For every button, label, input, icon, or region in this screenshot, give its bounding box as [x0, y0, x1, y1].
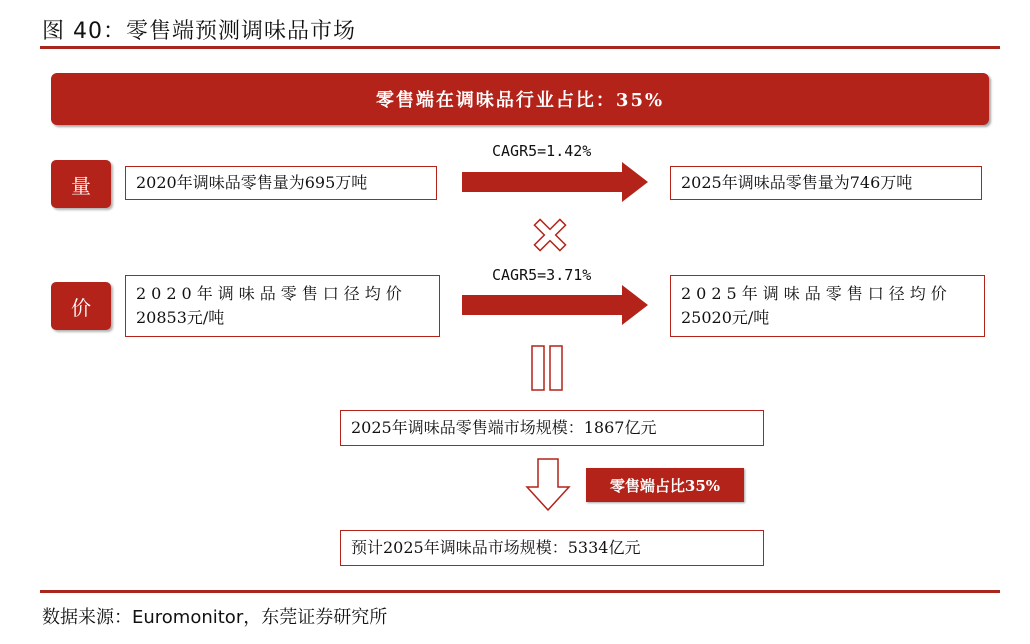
- volume-growth-arrow: [460, 160, 650, 204]
- figure-title: 图 40：零售端预测调味品市场: [42, 19, 356, 44]
- price-2020-line2: 20853元/吨: [136, 308, 225, 327]
- price-growth-arrow: [460, 283, 650, 327]
- source-note: 数据来源：Euromonitor，东莞证券研究所: [42, 607, 388, 628]
- price-2025-line2: 25020元/吨: [681, 308, 770, 327]
- volume-2025-box: 2025年调味品零售量为746万吨: [670, 166, 982, 200]
- volume-cagr-label: CAGR5=1.42%: [492, 142, 592, 160]
- retail-share-tag: 零售端占比35%: [586, 468, 744, 502]
- volume-2020-box: 2020年调味品零售量为695万吨: [125, 166, 437, 200]
- price-tag: 价: [51, 282, 111, 330]
- price-2025-line1: 2025年调味品零售口径均价: [681, 284, 952, 303]
- down-arrow-icon: [525, 457, 571, 513]
- source-divider: [40, 590, 1000, 593]
- price-2020-line1: 2020年调味品零售口径均价: [136, 284, 407, 303]
- multiply-icon: [530, 215, 570, 255]
- equals-icon: [528, 344, 568, 394]
- price-cagr-label: CAGR5=3.71%: [492, 266, 592, 284]
- title-divider: [40, 46, 1000, 49]
- price-2020-box: [125, 275, 440, 337]
- price-2025-box: [670, 275, 985, 337]
- retail-share-banner: 零售端在调味品行业占比：35%: [51, 73, 989, 125]
- volume-tag: 量: [51, 160, 111, 208]
- total-market-box: 预计2025年调味品市场规模：5334亿元: [340, 530, 764, 566]
- retail-market-box: 2025年调味品零售端市场规模：1867亿元: [340, 410, 764, 446]
